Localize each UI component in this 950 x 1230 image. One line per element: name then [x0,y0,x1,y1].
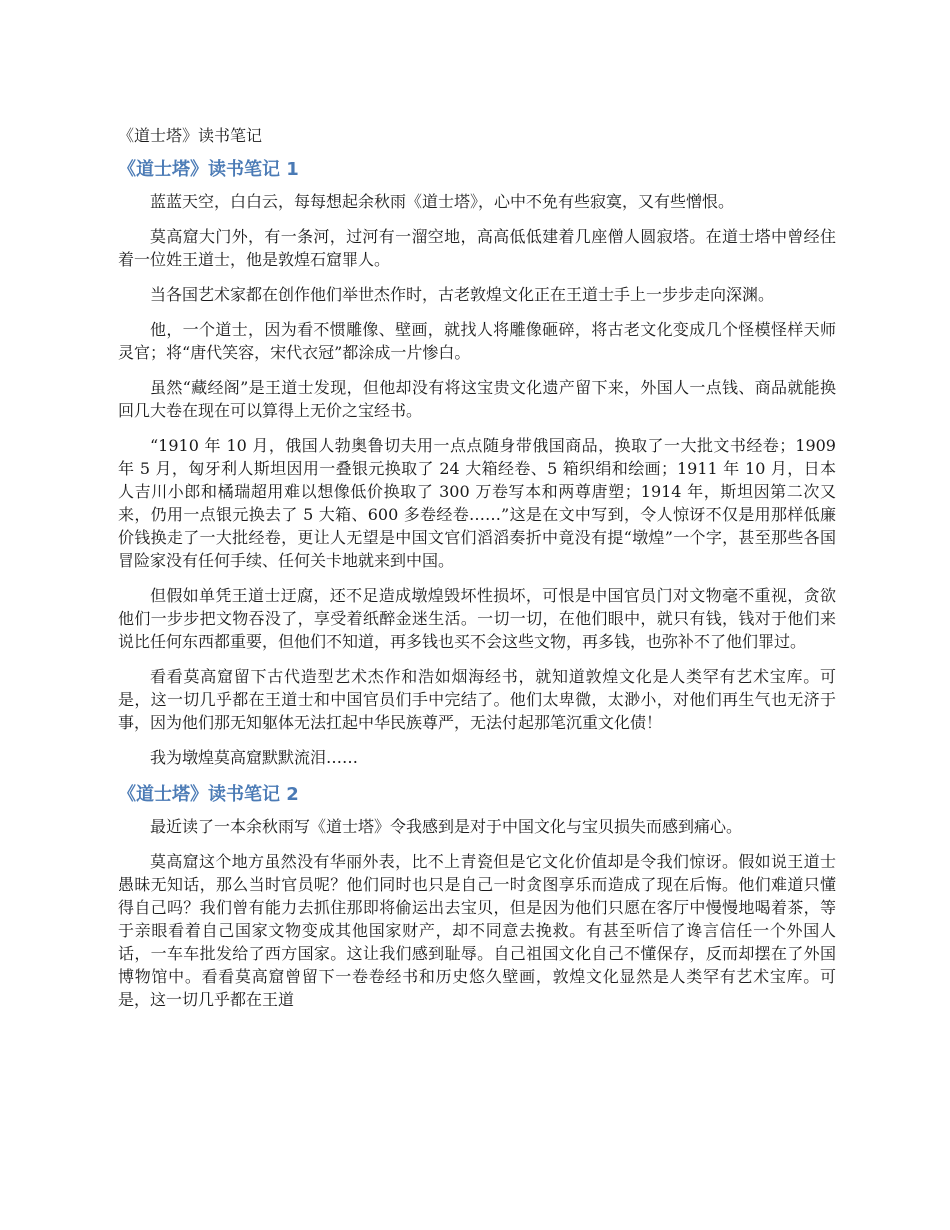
paragraph: 最近读了一本余秋雨写《道士塔》令我感到是对于中国文化与宝贝损失而感到痛心。 [150,817,743,836]
paragraph: 莫高窟大门外，有一条河，过河有一溜空地，高高低低建着几座僧人圆寂塔。在道士塔中曾经住着一位姓王道士，他是敦煌石窟罪人。 [118,227,836,269]
paragraph: 但假如单凭王道士迂腐，还不足造成墩煌毁坏性损坏，可恨是中国官员门对文物毫不重视，贪欲他们一步步把文物吞没了，享受着纸醉金迷生活。一切一切，在他们眼中，就只有钱，钱对于他们来说比任何东西都重要，但他们不知道，再多钱也买不会这些文物，再多钱，也弥补不了他们罪过。 [118,586,836,651]
paragraph: 当各国艺术家都在创作他们举世杰作时，古老敦煌文化正在王道士手上一步步走向深渊。 [150,285,775,304]
section-heading: 《道士塔》读书笔记 2 [118,784,299,805]
paragraph: 看看莫高窟留下古代造型艺术杰作和浩如烟海经书，就知道敦煌文化是人类罕有艺术宝库。可是，这一切几乎都在王道士和中国官员们手中完结了。他们太卑微，太渺小，对他们再生气也无济于事，因为他们那无知躯体无法扛起中华民族尊严，无法付起那笔沉重文化债！ [118,667,836,732]
paragraph: 他，一个道士，因为看不惯雕像、壁画，就找人将雕像砸碎，将古老文化变成几个怪模怪样天师灵官；将“唐代笑容，宋代衣冠”都涂成一片惨白。 [118,320,836,362]
paragraph: 虽然“藏经阁”是王道士发现，但他却没有将这宝贵文化遗产留下来，外国人一点钱、商品就能换回几大卷在现在可以算得上无价之宝经书。 [118,378,836,420]
paragraph: 莫高窟这个地方虽然没有华丽外表，比不上青瓷但是它文化价值却是令我们惊讶。假如说王道士愚昧无知话，那么当时官员呢？他们同时也只是自己一时贪图享乐而造成了现在后悔。他们难道只懂得自己吗？我们曾有能力去抓住那即将偷运出去宝贝，但是因为他们只愿在客厅中慢慢地喝着茶，等于亲眼看着自己国家文物变成其他国家财产，却不同意去挽救。有甚至听信了谗言信任一个外国人话，一车车批发给了西方国家。这让我们感到耻辱。自己祖国文化自己不懂保存，反而却摆在了外国博物馆中。看看莫高窟曾留下一卷卷经书和历史悠久壁画，敦煌文化显然是人类罕有艺术宝库。可是，这一切几乎都在王道 [118,852,836,1009]
paragraph: 蓝蓝天空，白白云，每每想起余秋雨《道士塔》，心中不免有些寂寞，又有些憎恨。 [150,192,735,211]
document-page [118,118,836,1023]
document-title: 《道士塔》读书笔记 [118,126,263,145]
paragraph: “1910 年 10 月，俄国人勃奥鲁切夫用一点点随身带俄国商品，换取了一大批文书经卷；1909 年 5 月，匈牙利人斯坦因用一叠银元换取了 24 大箱经卷、5 箱织绢和绘画；1911 年 10 月，日本人吉川小郎和橘瑞超用难以想像低价换取了 300 万卷写本和两尊唐塑；1914 年，斯坦因第二次又来，仍用一点银元换去了 5 大箱、600 多卷经卷……”这是在文中写到，令人惊讶不仅是用那样低廉价钱换走了一大批经卷，更让人无望是中国文官们滔滔奏折中竟没有提“墩煌”一个字，甚至那些各国冒险家没有任何手续、任何关卡地就来到中国。 [118,436,836,570]
section-2 [118,781,836,1011]
section-heading: 《道士塔》读书笔记 1 [118,159,299,180]
section-1 [118,156,836,769]
paragraph: 我为墩煌莫高窟默默流泪…… [150,748,359,767]
